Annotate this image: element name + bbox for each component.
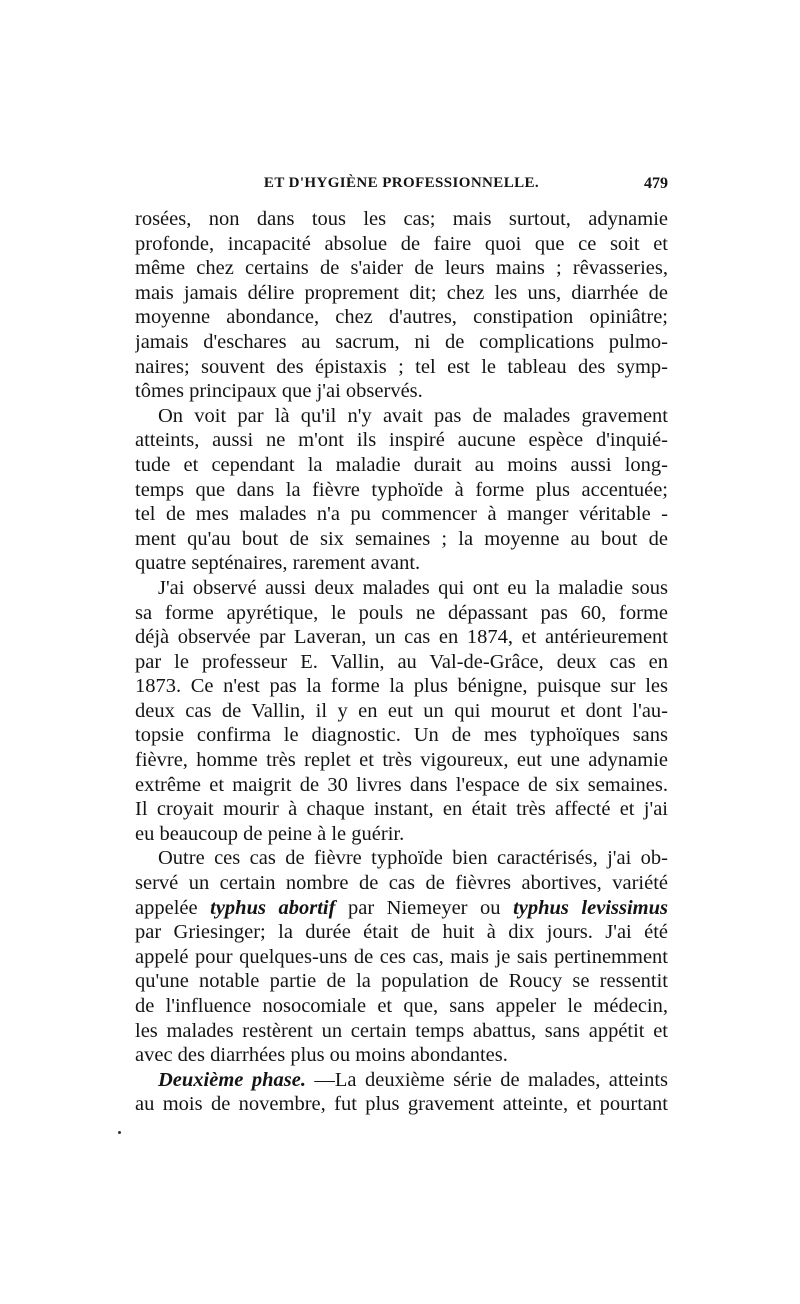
text-line: profonde, incapacité absolue de faire quoi que ce soit et	[135, 232, 668, 255]
text-line: quatre septénaires, rarement avant.	[135, 552, 421, 575]
text-line: par Griesinger; la durée était de huit à dix jours. J'ai été	[135, 921, 668, 944]
text-line: eu beaucoup de peine à le guérir.	[135, 822, 405, 845]
italic-term: typhus levissimus	[513, 896, 668, 919]
text-line: On voit par là qu'il n'y avait pas de malades gravement	[158, 404, 668, 427]
text-line: les malades restèrent un certain temps abattus, sans appétit et	[135, 1019, 668, 1042]
text-line: qu'une notable partie de la population de Roucy se ressentit	[135, 970, 668, 993]
text-line: au mois de novembre, fut plus gravement atteinte, et pourtant	[135, 1093, 668, 1116]
page-header	[135, 175, 668, 199]
text-line: moyenne abondance, chez d'autres, constipation opiniâtre;	[135, 306, 668, 329]
text-line: avec des diarrhées plus ou moins abondantes.	[135, 1044, 508, 1067]
body-text	[135, 207, 668, 1117]
text-line: par le professeur E. Vallin, au Val-de-Grâce, deux cas en	[135, 650, 668, 673]
text-line: sa forme apyrétique, le pouls ne dépassant pas 60, forme	[135, 601, 668, 624]
text-line: fièvre, homme très replet et très vigoureux, eut une adynamie	[135, 749, 668, 772]
text-line: appelé pour quelques-uns de ces cas, mais je sais pertinemment	[135, 945, 668, 968]
text-line: mais jamais délire proprement dit; chez les uns, diarrhée de	[135, 281, 668, 304]
page-number: 479	[644, 175, 668, 192]
italic-term: typhus abortif	[210, 896, 336, 919]
margin-dot	[118, 1131, 121, 1134]
text-line: 1873. Ce n'est pas la forme la plus bénigne, puisque sur les	[135, 675, 668, 698]
text-line: même chez certains de s'aider de leurs mains ; rêvasseries,	[135, 257, 668, 280]
text-line: deux cas de Vallin, il y en eut un qui mourut et dont l'au-	[135, 699, 668, 722]
text-line: ment qu'au bout de six semaines ; la moyenne au bout de	[135, 527, 668, 550]
text-line: extrême et maigrit de 30 livres dans l'espace de six semaines.	[135, 773, 668, 796]
text-line: rosées, non dans tous les cas; mais surtout, adynamie	[135, 208, 668, 230]
text-line: topsie confirma le diagnostic. Un de mes typhoïques sans	[135, 724, 668, 747]
text-line: de l'influence nosocomiale et que, sans appeler le médecin,	[135, 995, 668, 1017]
text-line: tel de mes malades n'a pu commencer à manger véritable -	[135, 503, 668, 526]
text-line: tude et cependant la maladie durait au moins aussi long-	[135, 453, 668, 476]
text-line: Deuxième phase. —La deuxième série de malades, atteints	[158, 1068, 668, 1091]
text-line: appelée typhus abortif par Niemeyer ou typhus levissimus	[135, 896, 668, 919]
text-line: servé un certain nombre de cas de fièvres abortives, variété	[135, 872, 668, 895]
text-line: déjà observée par Laveran, un cas en 1874, et antérieurement	[135, 626, 668, 649]
text-line: naires; souvent des épistaxis ; tel est le tableau des symp-	[135, 355, 668, 378]
text-line: Outre ces cas de fièvre typhoïde bien caractérisés, j'ai ob-	[158, 847, 668, 870]
text-line: tômes principaux que j'ai observés.	[135, 380, 423, 403]
text-line: J'ai observé aussi deux malades qui ont eu la maladie sous	[158, 576, 668, 599]
running-head: ET D'HYGIÈNE PROFESSIONNELLE.	[263, 175, 540, 191]
text-line: temps que dans la fièvre typhoïde à forme plus accentuée;	[135, 478, 668, 501]
text-line: Il croyait mourir à chaque instant, en était très affecté et j'ai	[135, 798, 668, 821]
text-line: jamais d'eschares au sacrum, ni de complications pulmo-	[135, 330, 668, 353]
text-line: atteints, aussi ne m'ont ils inspiré aucune espèce d'inquié-	[135, 429, 668, 452]
italic-term: Deuxième phase.	[158, 1068, 306, 1091]
